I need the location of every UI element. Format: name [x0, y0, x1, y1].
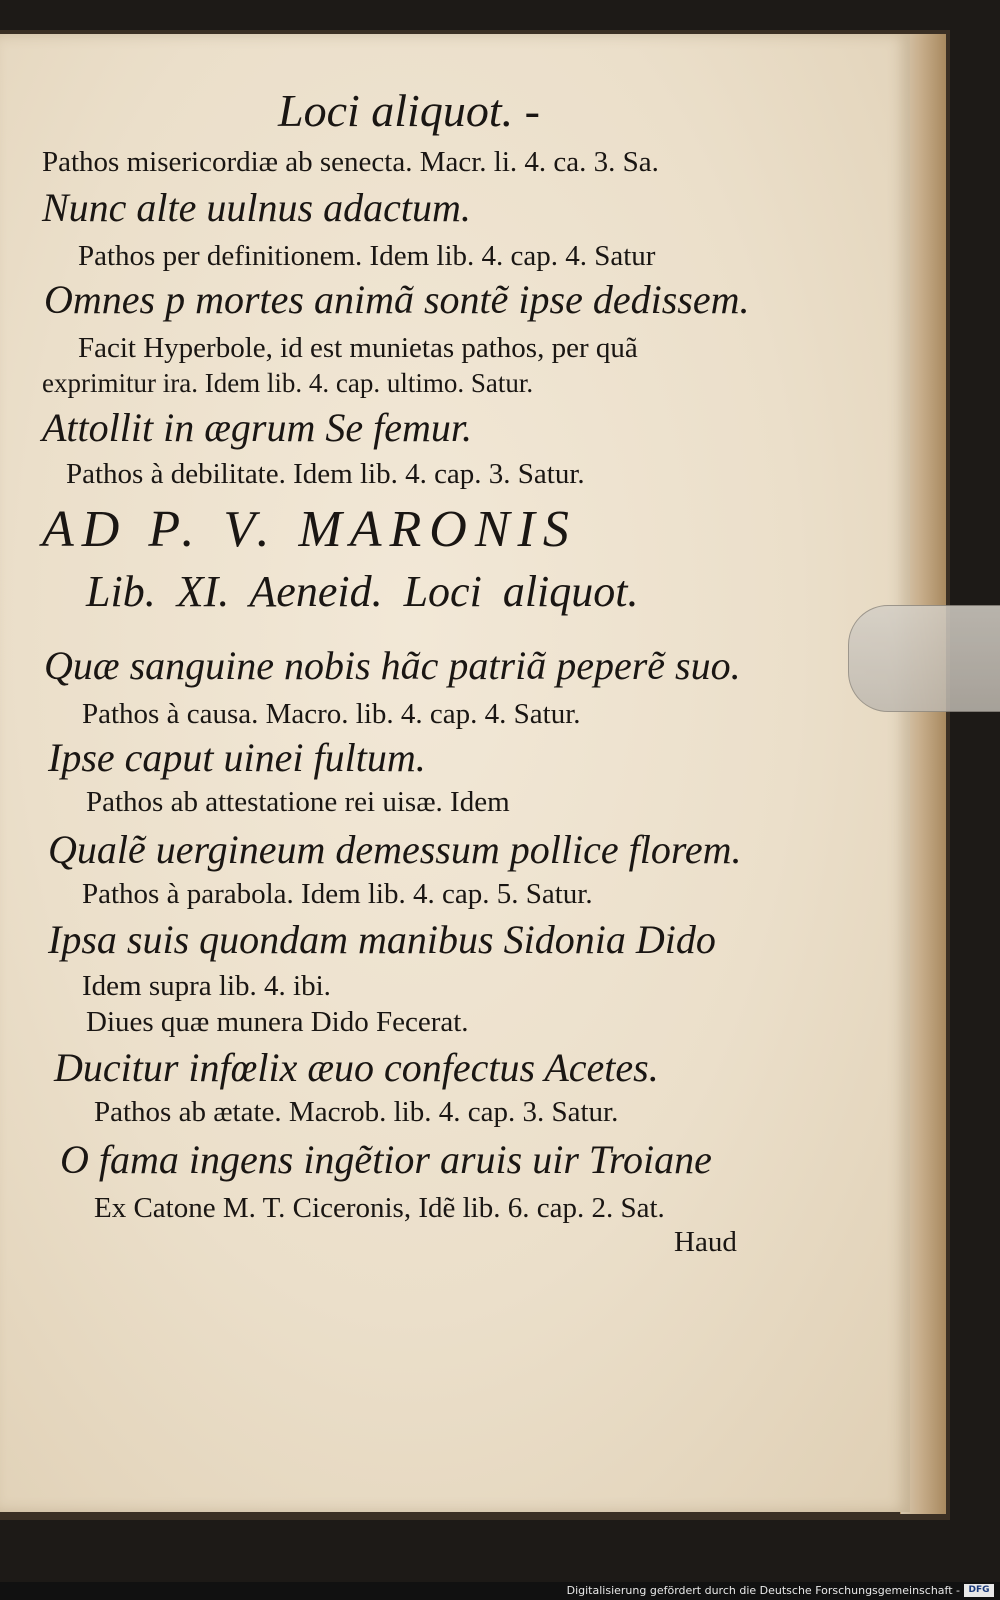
running-head: Loci aliquot. -	[278, 85, 540, 136]
dfg-logo: DFG	[964, 1584, 994, 1597]
text-line: Diues quæ munera Dido Fecerat.	[86, 1006, 469, 1038]
text-line: Pathos misericordiæ ab senecta. Macr. li. 4. ca. 3. Sa.	[42, 146, 659, 178]
verse-line: Attollit in ægrum Se femur.	[42, 405, 472, 450]
verse-line: Omnes p mortes animã sontẽ ipse dedissem.	[44, 277, 750, 322]
text-line: Ex Catone M. T. Ciceronis, Idẽ lib. 6. cap. 2. Sat.	[94, 1192, 665, 1224]
section-heading: Lib. XI. Aeneid. Loci aliquot.	[86, 567, 639, 616]
text-line: Pathos ab ætate. Macrob. lib. 4. cap. 3. Satur.	[94, 1096, 619, 1128]
text-line: Pathos per definitionem. Idem lib. 4. cap. 4. Satur	[78, 240, 656, 272]
verse-line: O fama ingens ingẽtior aruis uir Troiane	[60, 1137, 712, 1182]
verse-line: Ipsa suis quondam manibus Sidonia Dido	[48, 917, 716, 962]
catchword: Haud	[674, 1226, 737, 1258]
footer-credit: Digitalisierung gefördert durch die Deutsche Forschungsgemeinschaft -	[566, 1584, 960, 1597]
section-heading: AD P. V. MARONIS	[42, 501, 577, 558]
verse-line: Nunc alte uulnus adactum.	[42, 185, 471, 230]
text-line: Facit Hyperbole, id est munietas pathos, per quã	[78, 332, 638, 364]
verse-line: Ducitur infœlix æuo confectus Acetes.	[54, 1045, 659, 1090]
verse-line: Quæ sanguine nobis hãc patriã peperẽ suo.	[44, 643, 741, 688]
text-line: Pathos à parabola. Idem lib. 4. cap. 5. Satur.	[82, 878, 593, 910]
text-line: exprimitur ira. Idem lib. 4. cap. ultimo. Satur.	[42, 368, 534, 398]
text-line: Pathos à causa. Macro. lib. 4. cap. 4. Satur.	[82, 698, 581, 730]
verse-line: Qualẽ uergineum demessum pollice florem.	[48, 827, 742, 872]
text-line: Pathos à debilitate. Idem lib. 4. cap. 3. Satur.	[66, 458, 585, 490]
text-line: Pathos ab attestatione rei uisæ. Idem	[86, 786, 510, 818]
verse-line: Ipse caput uinei fultum.	[48, 735, 426, 780]
text-line: Idem supra lib. 4. ibi.	[82, 970, 331, 1002]
